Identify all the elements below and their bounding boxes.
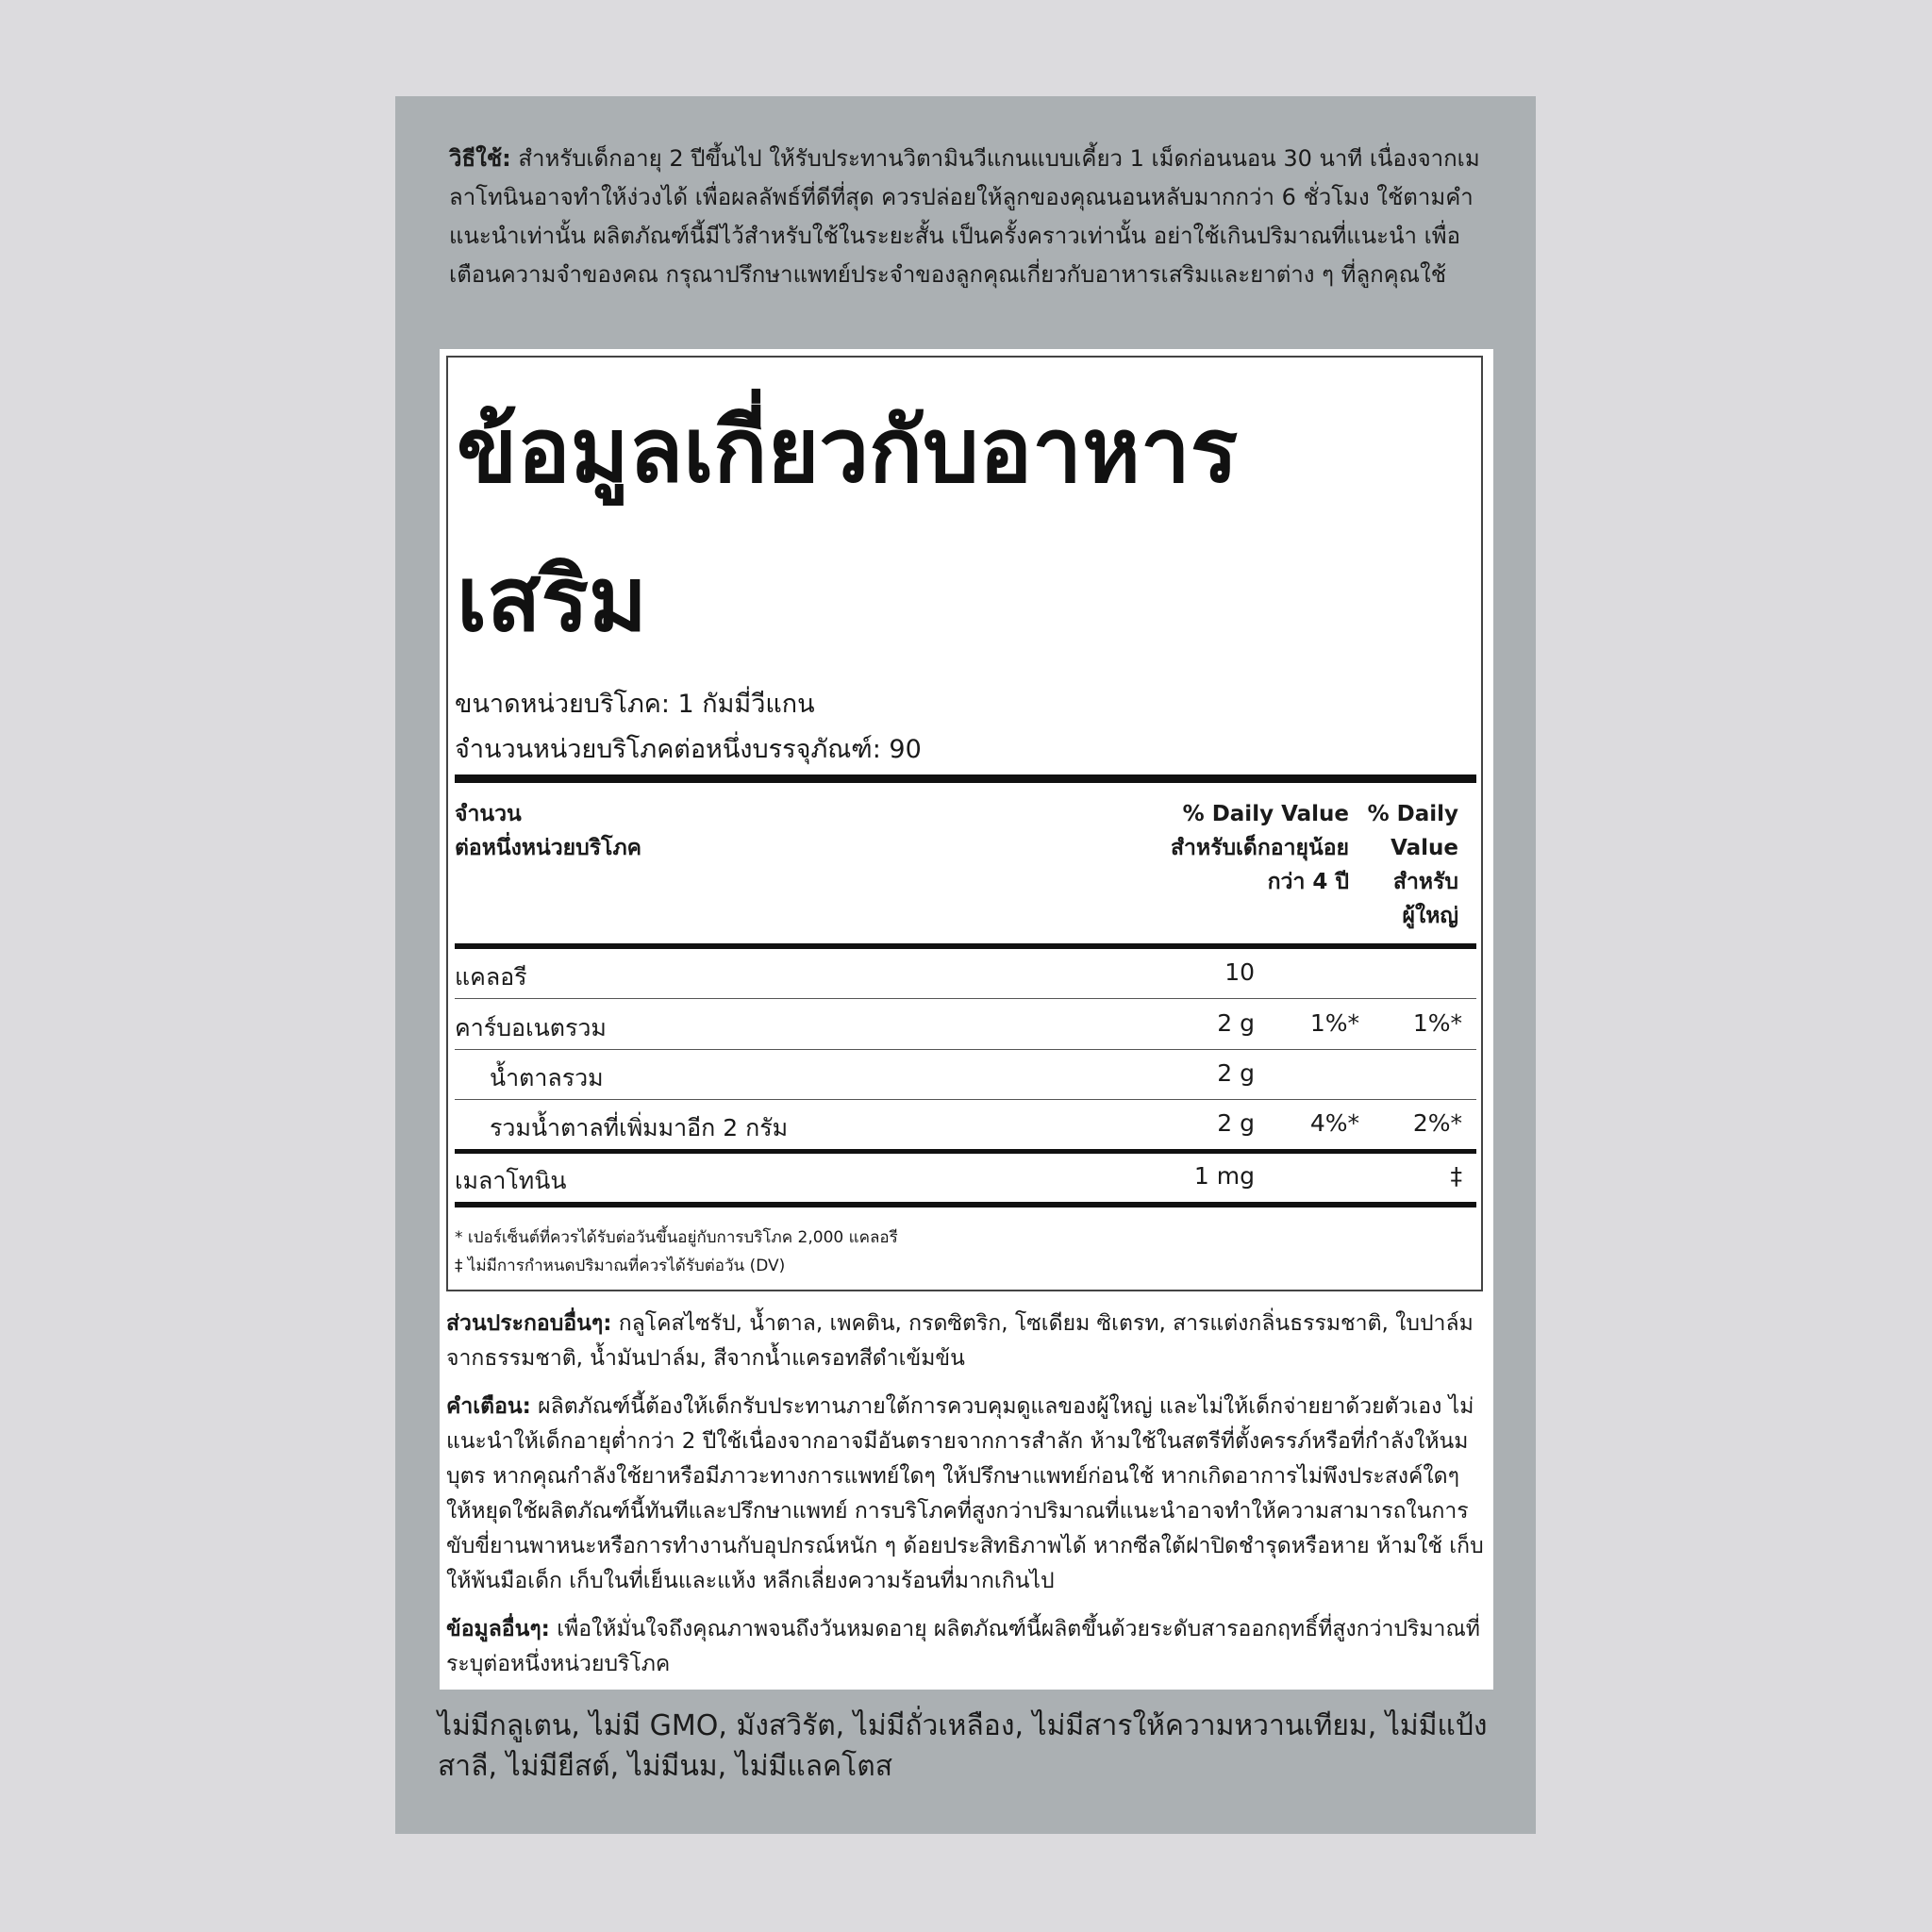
row-divider <box>455 1099 1476 1100</box>
footnote-dv: * เปอร์เซ็นต์ที่ควรได้รับต่อวันขึ้นอยู่กับการบริโภค 2,000 แคลอรี <box>455 1228 898 1247</box>
amount-header <box>455 797 641 865</box>
supplement-facts-title <box>457 377 1457 675</box>
adult-dv-header <box>1358 797 1458 933</box>
title-line-1: ข้อมูลเกี่ยวกับอาหาร <box>457 400 1239 503</box>
nutrient-amount: 2 g <box>1217 1109 1255 1137</box>
warning <box>446 1390 1484 1599</box>
directions-body: สำหรับเด็กอายุ 2 ปีขึ้นไป ให้รับประทานวิตามินวีแกนแบบเคี้ยว 1 เม็ดก่อนนอน 30 นาที เนื่องจากเมลาโทนินอาจทำให้ง่วงได้ เพื่อผลลัพธ์ที่ดีที่สุด ควรปล่อยให้ลูกของคุณนอนหลับมากกว่า 6 ชั่วโมง ใช้ตามคำแนะนำเท่านั้น ผลิตภัณฑ์นี้มีไว้สำหรับใช้ในระยะสั้น เป็นครั้งคราวเท่านั้น อย่าใช้เกินปริมาณที่แนะนำ เพื่อเตือนความจำของคณ กรุณาปรึกษาแพทย์ประจำของลูกคุณเกี่ยวกับอาหารเสริมและยาต่าง ๆ ที่ลูกคุณใช้ <box>449 145 1480 288</box>
directions-text <box>449 140 1487 294</box>
child-dv-header-line-3: กว่า 4 ปี <box>1267 870 1349 894</box>
title-line-2: เสริม <box>457 549 647 652</box>
other-ingredients-text: กลูโคสไซรัป, น้ำตาล, เพคติน, กรดซิตริก, โซเดียม ซิเตรท, สารแต่งกลิ่นธรรมชาติ, ใบปาล์มจากธรรมชาติ, น้ำมันปาล์ม, สีจากน้ำแครอทสีดำเข้มข้น <box>446 1311 1474 1371</box>
amount-header-line-1: จำนวน <box>455 802 522 826</box>
row-divider <box>455 1049 1476 1050</box>
child-dv: 4%* <box>1309 1109 1359 1137</box>
other-info <box>446 1612 1484 1682</box>
thick-divider <box>455 1202 1476 1208</box>
serving-size: ขนาดหน่วยบริโภค: 1 กัมมี่วีแกน <box>455 690 815 719</box>
adult-dv-header-line-4: ผู้ใหญ่ <box>1402 904 1458 928</box>
adult-dv-header-line-3: สำหรับ <box>1392 870 1458 894</box>
other-info-label: ข้อมูลอื่นๆ: <box>446 1617 550 1641</box>
nutrient-name: รวมน้ำตาลที่เพิ่มมาอีก 2 กรัม <box>490 1114 789 1141</box>
amount-header-line-2: ต่อหนึ่งหน่วยบริโภค <box>455 836 641 860</box>
nutrient-amount: 10 <box>1224 958 1255 986</box>
free-from-list: ไม่มีกลูเตน, ไม่มี GMO, มังสวิรัต, ไม่มีถั่วเหลือง, ไม่มีสารให้ความหวานเทียม, ไม่มีแป้งสาลี, ไม่มียีสต์, ไม่มีนม, ไม่มีแลคโตส <box>438 1709 1488 1783</box>
adult-dv-header-line-2: Value <box>1391 836 1458 860</box>
child-dv-header <box>1104 797 1349 899</box>
row-divider <box>455 998 1476 999</box>
nutrient-amount: 2 g <box>1217 1059 1255 1087</box>
footnote-no-dv: ‡ ไม่มีการกำหนดปริมาณที่ควรได้รับต่อวัน (DV) <box>455 1257 786 1275</box>
nutrient-name: น้ำตาลรวม <box>490 1064 604 1091</box>
nutrient-name: แคลอรี <box>455 963 527 991</box>
thick-divider <box>455 774 1476 783</box>
other-info-text: เพื่อให้มั่นใจถึงคุณภาพจนถึงวันหมดอายุ ผลิตภัณฑ์นี้ผลิตขึ้นด้วยระดับสารออกฤทธิ์ที่สูงกว่าปริมาณที่ระบุต่อหนึ่งหน่วยบริโภค <box>446 1617 1480 1676</box>
child-dv-header-line-2: สำหรับเด็กอายุน้อย <box>1170 836 1349 860</box>
child-dv-header-line-1: % Daily Value <box>1182 802 1349 826</box>
warning-label: คำเตือน: <box>446 1394 531 1419</box>
other-ingredients <box>446 1307 1484 1376</box>
adult-dv-header-line-1: % Daily <box>1367 802 1458 826</box>
warning-text: ผลิตภัณฑ์นี้ต้องให้เด็กรับประทานภายใต้การควบคุมดูแลของผู้ใหญ่ และไม่ให้เด็กจ่ายยาด้วยตัวเอง ไม่แนะนำให้เด็กอายุต่ำกว่า 2 ปีใช้เนื่องจากอาจมีอันตรายจากการสำลัก ห้ามใช้ในสตรีที่ตั้งครรภ์หรือที่กำลังให้นมบุตร หากคุณกำลังใช้ยาหรือมีภาวะทางการแพทย์ใดๆ ให้ปรึกษาแพทย์ก่อนใช้ หากเกิดอาการไม่พึงประสงค์ใดๆ ให้หยุดใช้ผลิตภัณฑ์นี้ทันทีและปรึกษาแพทย์ การบริโภคที่สูงกว่าปริมาณที่แนะนำอาจทำให้ความสามารถในการขับขี่ยานพาหนะหรือการทำงานกับอุปกรณ์หนัก ๆ ด้อยประสิทธิภาพได้ หากซีลใต้ฝาปิดชำรุดหรือหาย ห้ามใช้ เก็บให้พ้นมือเด็ก เก็บในที่เย็นและแห้ง หลีกเลี่ยงความร้อนที่มากเกินไป <box>446 1394 1484 1593</box>
adult-dv: 2%* <box>1412 1109 1462 1137</box>
adult-dv: 1%* <box>1412 1009 1462 1037</box>
directions-label: วิธีใช้: <box>449 145 511 172</box>
adult-dv: ‡ <box>1450 1162 1462 1190</box>
header-divider <box>455 943 1476 949</box>
child-dv: 1%* <box>1309 1009 1359 1037</box>
nutrient-name: เมลาโทนิน <box>455 1167 567 1194</box>
nutrient-amount: 2 g <box>1217 1009 1255 1037</box>
medium-divider <box>455 1149 1476 1154</box>
nutrient-amount: 1 mg <box>1193 1162 1255 1190</box>
servings-per-container: จำนวนหน่วยบริโภคต่อหนึ่งบรรจุภัณฑ์: 90 <box>455 735 922 764</box>
other-ingredients-label: ส่วนประกอบอื่นๆ: <box>446 1311 612 1336</box>
nutrient-name: คาร์บอเนตรวม <box>455 1014 607 1041</box>
